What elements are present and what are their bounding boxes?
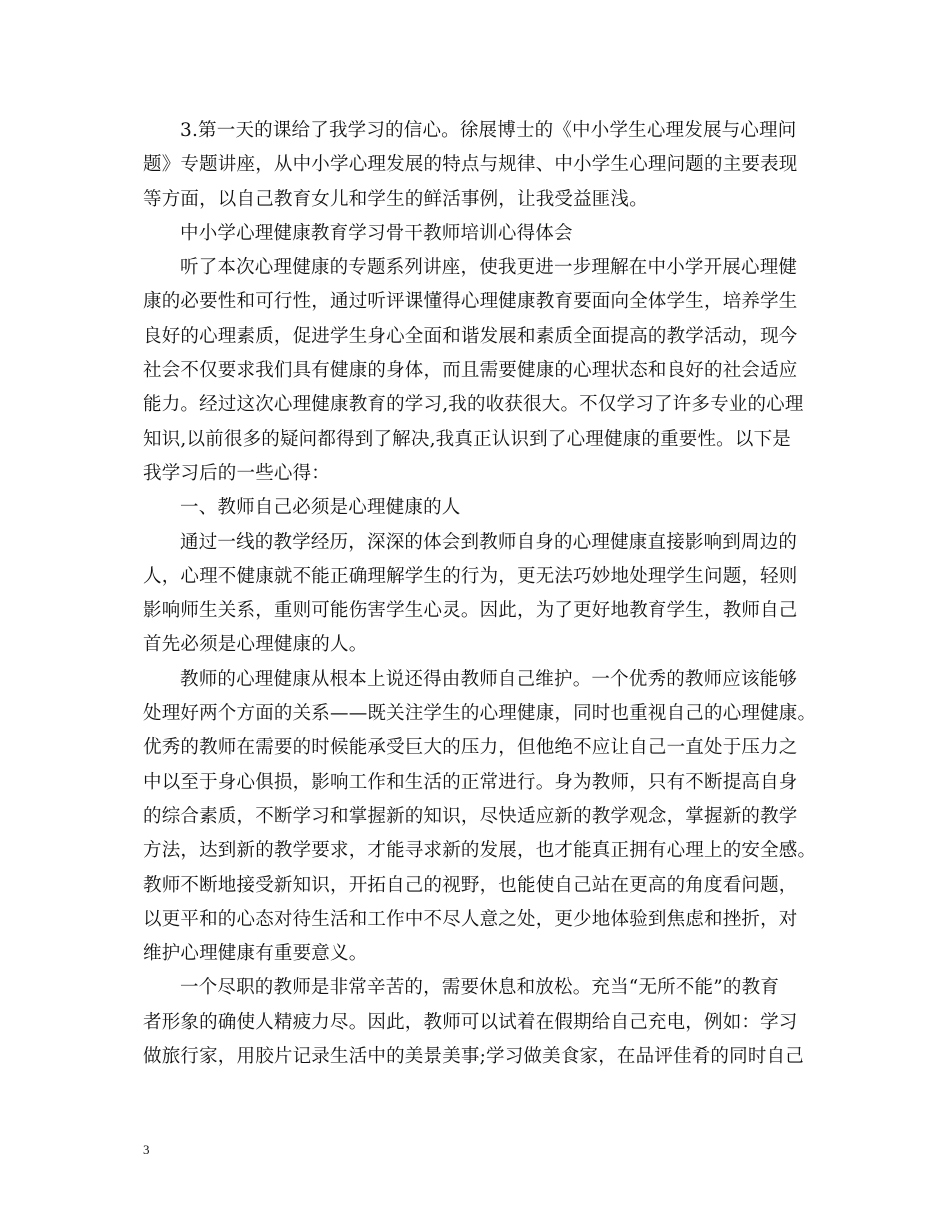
text-line: 教师不断地接受新知识，开拓自己的视野，也能使自己站在更高的角度看问题，: [143, 874, 798, 896]
text-line: 知识,以前很多的疑问都得到了解决,我真正认识到了心理健康的重要性。以下是: [143, 428, 791, 450]
text-line: 良好的心理素质，促进学生身心全面和谐发展和素质全面提高的教学活动，现今: [143, 325, 798, 347]
text-line: 康的必要性和可行性，通过听评课懂得心理健康教育要面向全体学生，培养学生: [143, 291, 798, 313]
body-text: [143, 114, 817, 1074]
text-line: 以更平和的心态对待生活和工作中不尽人意之处，更少地体验到焦虑和挫折，对: [143, 908, 798, 930]
text-line: 3.第一天的课给了我学习的信心。徐展博士的《中小学生心理发展与心理问: [180, 120, 797, 141]
text-line: 题》专题讲座，从中小学心理发展的特点与规律、中小学生心理问题的主要表现: [143, 154, 798, 176]
text-line: 维护心理健康有重要意义。: [143, 943, 368, 965]
text-line: 通过一线的教学经历，深深的体会到教师自身的心理健康直接影响到周边的: [180, 531, 798, 553]
text-line: 人，心理不健康就不能正确理解学生的行为，更无法巧妙地处理学生问题，轻则: [143, 565, 798, 587]
text-line: 首先必须是心理健康的人。: [143, 634, 368, 656]
text-line: 者形象的确使人精疲力尽。因此，教师可以试着在假期给自己充电，例如：学习: [143, 1011, 798, 1033]
text-line: 处理好两个方面的关系——既关注学生的心理健康，同时也重视自己的心理健康。: [143, 703, 817, 725]
text-line: 优秀的教师在需要的时候能承受巨大的压力，但他绝不应让自己一直处于压力之: [143, 737, 798, 759]
text-line: 的综合素质，不断学习和掌握新的知识，尽快适应新的教学观念，掌握新的教学: [143, 805, 798, 827]
text-line: 我学习后的一些心得：: [143, 462, 331, 484]
text-line: 一个尽职的教师是非常辛苦的，需要休息和放松。充当“无所不能”的教育: [180, 977, 780, 999]
text-line: 影响师生关系，重则可能伤害学生心灵。因此，为了更好地教育学生，教师自己: [143, 600, 798, 622]
text-line: 教师的心理健康从根本上说还得由教师自己维护。一个优秀的教师应该能够: [180, 668, 798, 690]
text-line: 中小学心理健康教育学习骨干教师培训心得体会: [180, 222, 573, 244]
text-line: 中以至于身心俱损，影响工作和生活的正常进行。身为教师，只有不断提高自身: [143, 771, 798, 793]
text-line: 等方面，以自己教育女儿和学生的鲜活事例，让我受益匪浅。: [143, 188, 648, 210]
text-line: 听了本次心理健康的专题系列讲座，使我更进一步理解在中小学开展心理健: [180, 257, 798, 279]
text-line: 做旅行家，用胶片记录生活中的美景美事;学习做美食家，在品评佳肴的同时自己: [143, 1046, 804, 1068]
page-number: 3: [143, 1142, 150, 1157]
text-line: 方法，达到新的教学要求，才能寻求新的发展，也才能真正拥有心理上的安全感。: [143, 840, 817, 862]
text-line: 一、教师自己必须是心理健康的人: [180, 497, 461, 519]
text-line: 能力。经过这次心理健康教育的学习,我的收获很大。不仅学习了许多专业的心理: [143, 394, 804, 416]
text-line: 社会不仅要求我们具有健康的身体，而且需要健康的心理状态和良好的社会适应: [143, 360, 798, 382]
